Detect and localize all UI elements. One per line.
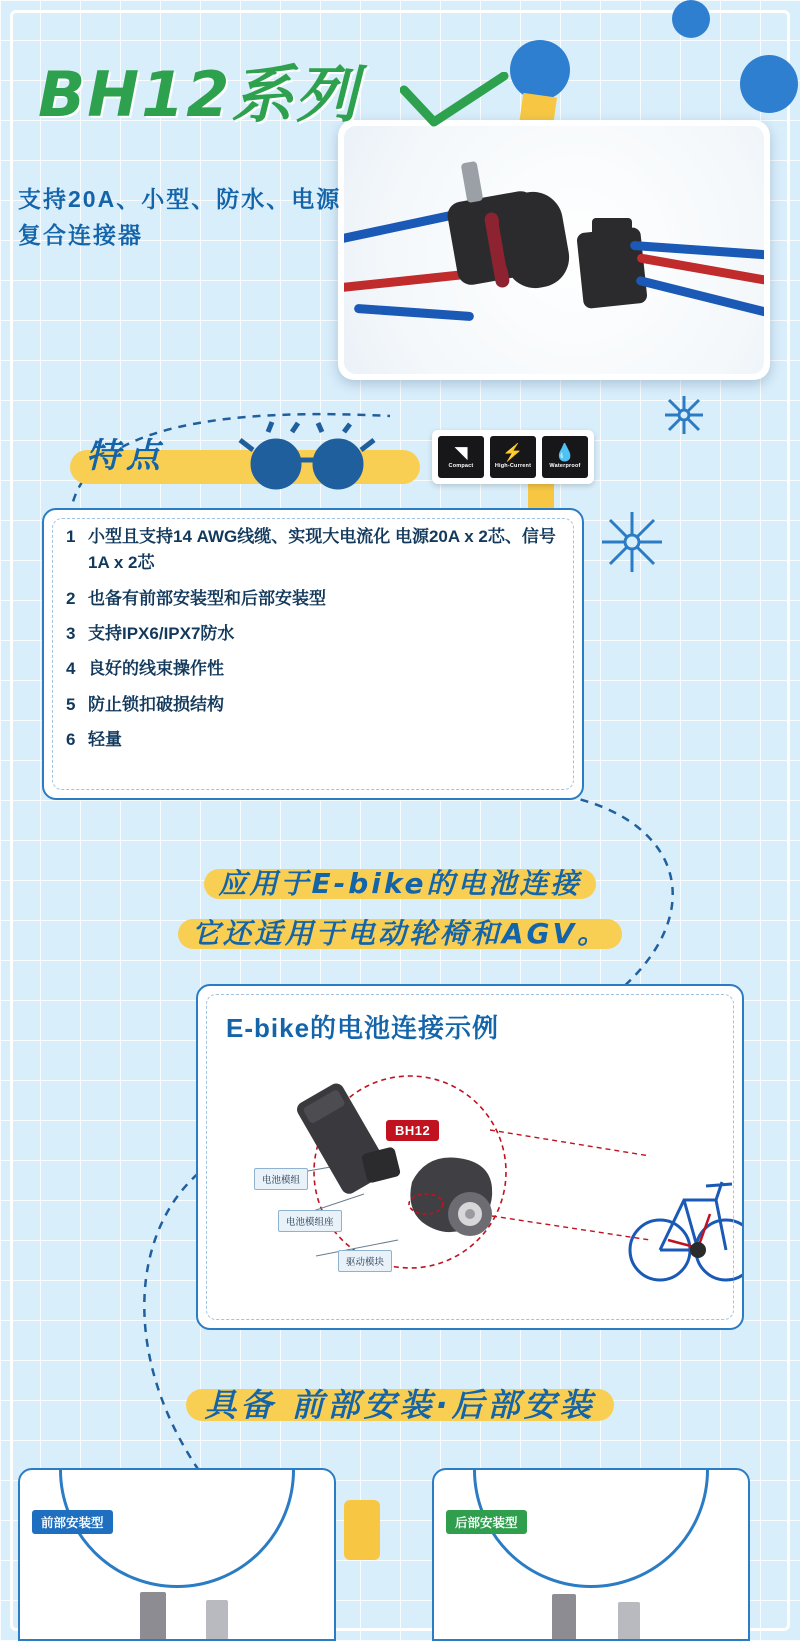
waterproof-icon [542,436,588,478]
page-title: BH12系列 [38,58,360,131]
rear-mount-connector-graphic [552,1594,576,1640]
connector-photo-card [338,120,770,380]
mounting-banner [110,1378,690,1428]
list-item-text: 轻量 [88,730,122,750]
list-item [66,692,560,718]
application-text-1: 应用于E-bike的电池连接 [218,867,582,900]
bh12-tag: BH12 [386,1120,439,1141]
list-item [66,621,560,647]
front-mount-panel [18,1468,336,1641]
compact-caption: Compact [448,463,474,469]
feature-icon-strip [432,430,594,484]
mounting-banner-text-wrap [186,1378,613,1428]
list-item-text: 支持IPX6/IPX7防水 [88,624,235,644]
connector-photo [344,126,764,374]
list-item-number: 1 [66,527,76,546]
list-item-number: 6 [66,730,76,750]
decorative-circle-left [510,40,570,100]
list-item-number: 4 [66,659,76,679]
compact-icon [438,436,484,478]
decorative-circle-right [740,55,798,113]
ebike-example-card [196,984,744,1330]
check-mark-icon [400,72,510,132]
list-item [66,586,560,612]
list-item-text: 也备有前部安装型和后部安装型 [88,588,326,608]
list-item [66,727,560,753]
high-current-glyph: ⚡ [502,443,524,462]
callout-battery-module-base: 电池模组座 [278,1210,342,1232]
flower-doodle-large-icon [596,506,668,578]
application-banner [96,860,704,960]
features-card [42,508,584,800]
list-item-text: 小型且支持14 AWG线缆、实现大电流化 电源20A x 2芯、信号1A x 2芯 [88,527,556,573]
decorative-yellow-blob [344,1500,380,1560]
callout-battery-module: 电池模组 [254,1168,308,1190]
list-item [66,656,560,682]
callout-drive-module: 驱动模块 [338,1250,392,1272]
list-item-text: 防止锁扣破损结构 [88,694,224,714]
rear-mount-connector-graphic-2 [618,1602,640,1640]
glasses-doodle-icon [232,420,382,494]
flower-doodle-icon [660,392,708,438]
front-mount-label: 前部安装型 [32,1510,113,1534]
list-item [66,524,560,577]
front-mount-connector-graphic-2 [206,1600,228,1640]
waterproof-caption: Waterproof [549,463,581,469]
list-item-text: 良好的线束操作性 [88,659,224,679]
high-current-caption: High-Current [494,463,532,469]
list-item-number: 2 [66,588,76,608]
rear-mount-panel [432,1468,750,1641]
page-subtitle: 支持20A、小型、防水、电源复合连接器 [18,186,342,248]
high-current-icon [490,436,536,478]
ebike-example-diagram [198,1064,742,1324]
compact-glyph: ◥ [454,443,468,462]
front-mount-connector-graphic [140,1592,166,1640]
mounting-banner-text: 具备 前部安装·后部安装 [204,1386,596,1424]
application-line-1 [204,860,595,904]
rear-mount-label: 后部安装型 [446,1510,527,1534]
list-item-number: 5 [66,694,76,714]
features-heading-wrap [70,428,166,477]
features-heading: 特点 [86,436,166,476]
application-text-2: 它还适用于电动轮椅和AGV。 [191,917,609,950]
list-item-number: 3 [66,624,76,644]
ebike-example-title: E-bike的电池连接示例 [226,1013,500,1043]
decorative-circle-small [672,0,710,38]
waterproof-glyph: 💧 [554,443,576,462]
application-line-2 [178,910,622,954]
